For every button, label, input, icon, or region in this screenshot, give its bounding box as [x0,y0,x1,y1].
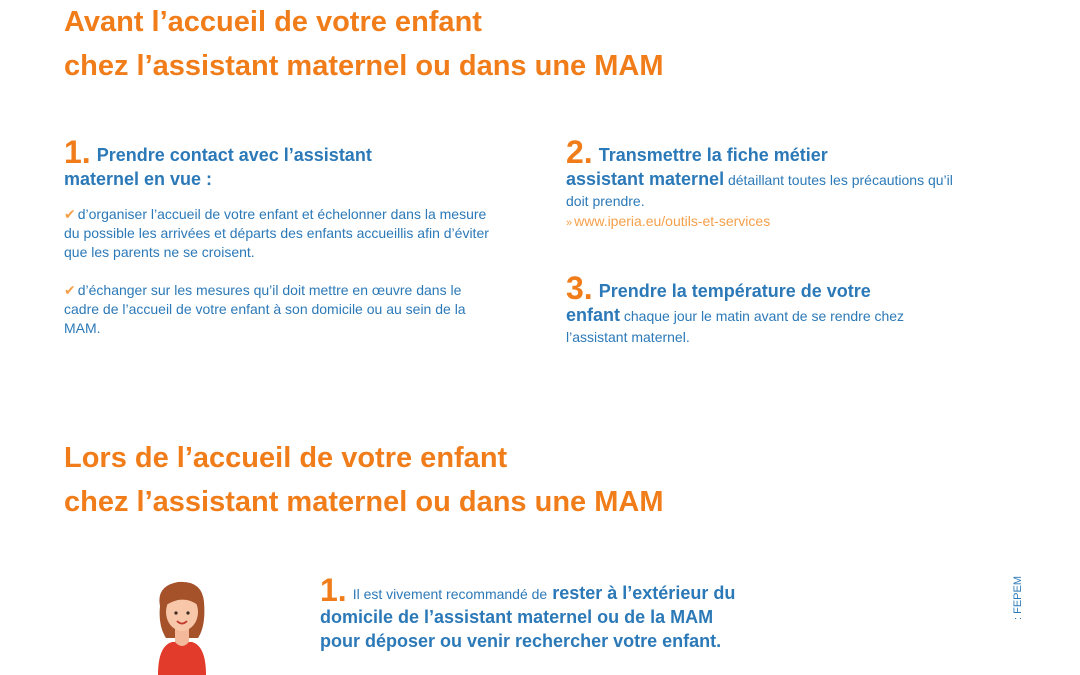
section-title-during [64,436,663,524]
step-3-body [566,303,966,347]
step-3-title-b: enfant [566,305,620,325]
section-title-during-line1: Lors de l’accueil de votre enfant [64,442,508,474]
step-2-body [566,167,966,211]
step-1-bullet-2-text: d’échanger sur les mesures qu’il doit mettre en œuvre dans le cadre de l’accueil de votre enfant à son domicile ou au sein de la MAM. [64,282,466,336]
step-4-intro: Il est vivement recommandé de [352,586,548,602]
section-title-during-line2: chez l’assistant maternel ou dans une MAM [64,486,664,518]
step-2-title-b: assistant maternel [566,169,725,189]
step-3-text: chaque jour le matin avant de se rendre chez l’assistant maternel. [566,308,905,345]
step-3-temperature [566,270,966,347]
step-1-bullet-1-text: d’organiser l’accueil de votre enfant et échelonner dans la mesure du possible les arrivées et départs des enfants accueillis afin d’éviter que les parents ne se croisent. [64,206,489,260]
step-4-exterieur [320,572,840,653]
step-1-number: 1. [64,134,91,170]
step-3-title-a: Prendre la température de votre [598,281,871,301]
image-credit: : FEPEM [1012,575,1024,620]
woman-illustration [148,576,218,675]
step-1-bullet-1 [64,205,494,262]
step-4-line-1 [320,572,840,608]
step-4-bold-a: rester à l’extérieur du [552,583,736,603]
step-4-bold-b: domicile de l’assistant maternel ou de la MAM [320,607,714,627]
step-4-bold-c: pour déposer ou venir rechercher votre enfant. [320,631,722,651]
step-1-title [64,134,494,191]
step-3-title [566,270,966,306]
section-title-before [64,0,663,88]
step-1-contact [64,134,494,338]
checkmark-icon: ✔ [64,282,76,298]
step-2-title [566,134,966,170]
step-2-title-a: Transmettre la fiche métier [598,145,828,165]
section-title-before-line1: Avant l’accueil de votre enfant [64,6,482,38]
section-title-before-line2: chez l’assistant maternel ou dans une MAM [64,50,664,82]
step-2-text: détaillant toutes les précautions qu’il doit prendre. [566,172,953,209]
step-4-number: 1. [320,572,347,608]
step-2-fiche [566,134,966,233]
step-2-number: 2. [566,134,593,170]
step-1-title-a: Prendre contact avec l’assistant [96,145,372,165]
step-2-link-row[interactable] [566,211,966,233]
checkmark-icon: ✔ [64,206,76,222]
step-2-link[interactable]: www.iperia.eu/outils-et-services [574,213,771,229]
step-1-title-b: maternel en vue : [64,169,213,189]
step-1-bullet-2 [64,281,494,338]
step-3-number: 3. [566,270,593,306]
link-icon: » [566,217,573,229]
